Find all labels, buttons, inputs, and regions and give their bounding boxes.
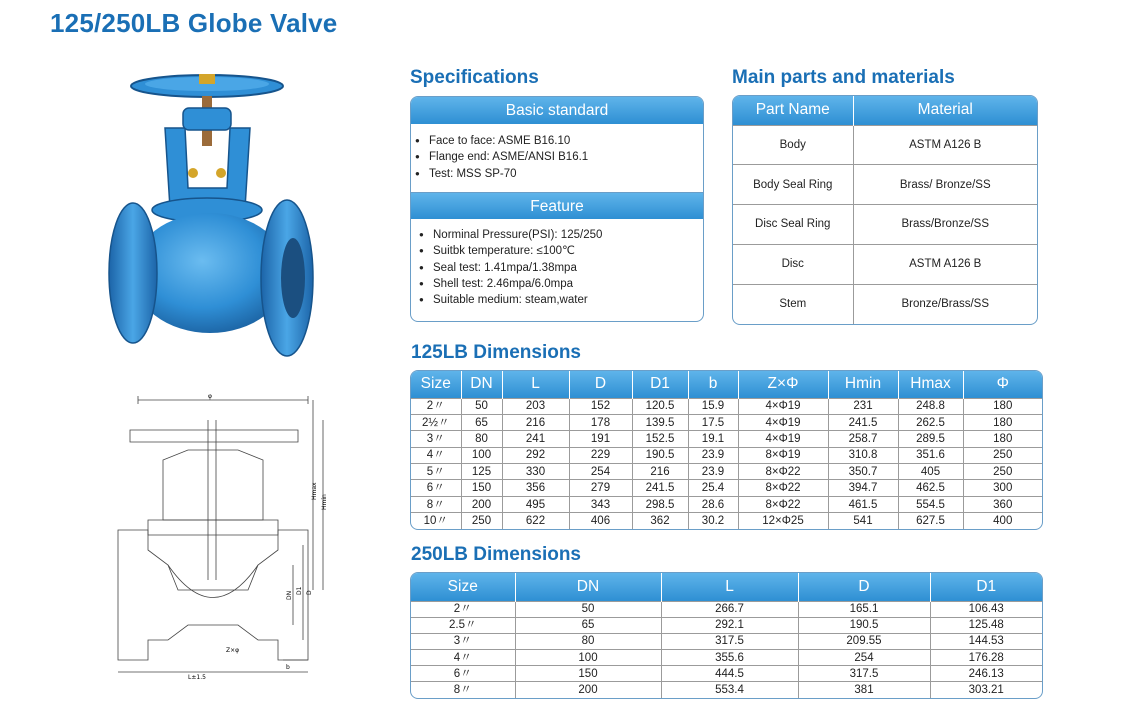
dims125-cell: 25.4 <box>688 480 738 496</box>
dims250-cell: 303.21 <box>930 682 1042 698</box>
dims250-cell: 65 <box>515 617 661 633</box>
basic-standard-item: ● Flange end: ASME/ANSI B16.1 <box>411 149 703 165</box>
dims250-cell: 209.55 <box>798 633 930 649</box>
dims125-cell: 241.5 <box>828 414 898 430</box>
dims125-column-header: D1 <box>632 371 688 398</box>
dims250-cell: 3〃 <box>411 633 515 649</box>
dims125-cell: 6〃 <box>411 480 461 496</box>
parts-heading: Main parts and materials <box>732 67 955 88</box>
dims125-cell: 8×Φ22 <box>738 464 828 480</box>
parts-cell: Brass/Bronze/SS <box>853 205 1037 245</box>
dims125-cell: 279 <box>569 480 632 496</box>
dims125-cell: 216 <box>632 464 688 480</box>
dims125-cell: 152 <box>569 398 632 414</box>
dims125-cell: 150 <box>461 480 502 496</box>
dims125-cell: 23.9 <box>688 464 738 480</box>
parts-cell: Bronze/Brass/SS <box>853 284 1037 324</box>
dims125-cell: 4〃 <box>411 447 461 463</box>
dims250-cell: 176.28 <box>930 650 1042 666</box>
drawing-label-b: b <box>286 664 290 671</box>
drawing-label-l: L±1.5 <box>188 674 206 680</box>
feature-item: ● Suitable medium: steam,water <box>415 292 703 308</box>
parts-cell: ASTM A126 B <box>853 125 1037 165</box>
dims250-cell: 355.6 <box>661 650 798 666</box>
feature-item: ● Shell test: 2.46mpa/6.0mpa <box>415 276 703 292</box>
dims250-cell: 6〃 <box>411 666 515 682</box>
dims250-heading: 250LB Dimensions <box>411 544 581 565</box>
drawing-label-zphi: Z×φ <box>226 647 240 654</box>
dims125-column-header: Φ <box>963 371 1042 398</box>
feature-list <box>411 219 703 308</box>
dims250-cell: 80 <box>515 633 661 649</box>
dims250-cell: 200 <box>515 682 661 698</box>
dims250-column-header: L <box>661 573 798 601</box>
dims125-cell: 258.7 <box>828 431 898 447</box>
dims125-cell: 2½〃 <box>411 414 461 430</box>
dims125-cell: 356 <box>502 480 569 496</box>
dims125-cell: 254 <box>569 464 632 480</box>
dims125-cell: 80 <box>461 431 502 447</box>
dims125-cell: 241.5 <box>632 480 688 496</box>
specifications-box <box>410 96 704 322</box>
dims125-cell: 10〃 <box>411 513 461 529</box>
dims125-cell: 180 <box>963 414 1042 430</box>
parts-cell: Body <box>733 125 853 165</box>
feature-item: ● Norminal Pressure(PSI): 125/250 <box>415 227 703 243</box>
dims250-cell: 317.5 <box>798 666 930 682</box>
dims250-row <box>411 633 1042 649</box>
dims125-cell: 622 <box>502 513 569 529</box>
dims250-cell: 317.5 <box>661 633 798 649</box>
dims125-cell: 4×Φ19 <box>738 414 828 430</box>
feature-item: ● Seal test: 1.41mpa/1.38mpa <box>415 260 703 276</box>
dims125-cell: 343 <box>569 496 632 512</box>
specifications-heading: Specifications <box>410 67 539 88</box>
dims125-cell: 627.5 <box>898 513 963 529</box>
dims125-cell: 495 <box>502 496 569 512</box>
dims250-cell: 2.5〃 <box>411 617 515 633</box>
dims250-column-header: Size <box>411 573 515 601</box>
dims250-row <box>411 601 1042 617</box>
dims125-cell: 351.6 <box>898 447 963 463</box>
dims125-column-header: D <box>569 371 632 398</box>
dims125-cell: 229 <box>569 447 632 463</box>
drawing-label-phi: φ <box>208 393 212 400</box>
dims250-row <box>411 650 1042 666</box>
feature-item: ● Suitbk temperature: ≤100℃ <box>415 243 703 259</box>
dims125-cell: 19.1 <box>688 431 738 447</box>
dims125-row <box>411 398 1042 414</box>
dims125-cell: 139.5 <box>632 414 688 430</box>
dims125-row <box>411 414 1042 430</box>
parts-cell: Brass/ Bronze/SS <box>853 165 1037 205</box>
dims250-row <box>411 682 1042 698</box>
drawing-label-hmax: Hmax <box>311 482 318 500</box>
parts-column-header: Part Name <box>733 96 853 125</box>
dims125-cell: 250 <box>963 464 1042 480</box>
basic-standard-list <box>411 124 703 192</box>
dims125-cell: 250 <box>461 513 502 529</box>
drawing-label-dn: DN <box>286 590 293 600</box>
dims250-cell: 144.53 <box>930 633 1042 649</box>
dims125-cell: 100 <box>461 447 502 463</box>
basic-standard-item: ● Face to face: ASME B16.10 <box>411 133 703 149</box>
dims250-cell: 165.1 <box>798 601 930 617</box>
dims125-cell: 152.5 <box>632 431 688 447</box>
dims250-row <box>411 617 1042 633</box>
dims250-cell: 246.13 <box>930 666 1042 682</box>
dims125-cell: 400 <box>963 513 1042 529</box>
dims125-cell: 3〃 <box>411 431 461 447</box>
dims125-column-header: Hmin <box>828 371 898 398</box>
dims250-cell: 125.48 <box>930 617 1042 633</box>
dims125-heading: 125LB Dimensions <box>411 342 581 363</box>
dims250-cell: 266.7 <box>661 601 798 617</box>
dims125-cell: 405 <box>898 464 963 480</box>
dims125-column-header: Size <box>411 371 461 398</box>
dims250-column-header: D <box>798 573 930 601</box>
dims250-header-row <box>411 573 1042 601</box>
dims125-column-header: b <box>688 371 738 398</box>
basic-standard-item: ● Test: MSS SP-70 <box>411 166 703 182</box>
dims125-cell: 554.5 <box>898 496 963 512</box>
dims125-cell: 8×Φ22 <box>738 496 828 512</box>
dims125-cell: 330 <box>502 464 569 480</box>
dims125-cell: 4×Φ19 <box>738 398 828 414</box>
dims250-cell: 254 <box>798 650 930 666</box>
dims125-cell: 120.5 <box>632 398 688 414</box>
dims125-cell: 362 <box>632 513 688 529</box>
parts-cell: Stem <box>733 284 853 324</box>
dims250-row <box>411 666 1042 682</box>
dims250-cell: 100 <box>515 650 661 666</box>
parts-row <box>733 125 1037 165</box>
dims250-cell: 444.5 <box>661 666 798 682</box>
dims125-row <box>411 480 1042 496</box>
dims125-cell: 541 <box>828 513 898 529</box>
dims125-cell: 462.5 <box>898 480 963 496</box>
dims125-row <box>411 496 1042 512</box>
dims250-column-header: D1 <box>930 573 1042 601</box>
dims125-row <box>411 447 1042 463</box>
valve-photo <box>95 68 325 364</box>
parts-row <box>733 284 1037 324</box>
dims250-cell: 2〃 <box>411 601 515 617</box>
dims250-cell: 106.43 <box>930 601 1042 617</box>
drawing-label-d1: D1 <box>296 586 303 595</box>
dims125-row <box>411 431 1042 447</box>
dims125-row <box>411 513 1042 529</box>
drawing-label-hmin: Hmin <box>321 494 328 510</box>
dims125-cell: 360 <box>963 496 1042 512</box>
dims125-cell: 203 <box>502 398 569 414</box>
parts-row <box>733 205 1037 245</box>
dims125-cell: 125 <box>461 464 502 480</box>
dims125-cell: 406 <box>569 513 632 529</box>
dims250-cell: 190.5 <box>798 617 930 633</box>
dims125-cell: 12×Φ25 <box>738 513 828 529</box>
dims125-cell: 300 <box>963 480 1042 496</box>
dims250-table <box>410 572 1043 699</box>
dims125-cell: 250 <box>963 447 1042 463</box>
dims125-cell: 248.8 <box>898 398 963 414</box>
dims125-cell: 461.5 <box>828 496 898 512</box>
parts-column-header: Material <box>853 96 1037 125</box>
dims125-cell: 17.5 <box>688 414 738 430</box>
feature-header: Feature <box>411 192 703 219</box>
dims125-cell: 4×Φ19 <box>738 431 828 447</box>
dims250-column-header: DN <box>515 573 661 601</box>
dims125-cell: 350.7 <box>828 464 898 480</box>
dims125-cell: 262.5 <box>898 414 963 430</box>
dims125-cell: 216 <box>502 414 569 430</box>
dims125-cell: 394.7 <box>828 480 898 496</box>
parts-table <box>732 95 1038 325</box>
dims125-cell: 180 <box>963 398 1042 414</box>
dims125-cell: 241 <box>502 431 569 447</box>
parts-row <box>733 244 1037 284</box>
dims125-cell: 15.9 <box>688 398 738 414</box>
parts-cell: Disc Seal Ring <box>733 205 853 245</box>
dims125-cell: 28.6 <box>688 496 738 512</box>
page-title: 125/250LB Globe Valve <box>50 8 338 38</box>
dims250-cell: 4〃 <box>411 650 515 666</box>
parts-header-row <box>733 96 1037 125</box>
dims125-cell: 8×Φ19 <box>738 447 828 463</box>
dims125-cell: 8〃 <box>411 496 461 512</box>
dims125-cell: 50 <box>461 398 502 414</box>
parts-cell: Body Seal Ring <box>733 165 853 205</box>
dims125-cell: 8×Φ22 <box>738 480 828 496</box>
dims250-cell: 553.4 <box>661 682 798 698</box>
dims125-cell: 178 <box>569 414 632 430</box>
dims125-column-header: L <box>502 371 569 398</box>
parts-row <box>733 165 1037 205</box>
dims250-cell: 50 <box>515 601 661 617</box>
dims250-cell: 381 <box>798 682 930 698</box>
dims125-cell: 5〃 <box>411 464 461 480</box>
dims125-row <box>411 464 1042 480</box>
dims125-cell: 292 <box>502 447 569 463</box>
dims125-cell: 191 <box>569 431 632 447</box>
dims125-cell: 289.5 <box>898 431 963 447</box>
dims125-cell: 310.8 <box>828 447 898 463</box>
dims125-cell: 65 <box>461 414 502 430</box>
dims250-cell: 8〃 <box>411 682 515 698</box>
dims125-header-row <box>411 371 1042 398</box>
dims125-cell: 190.5 <box>632 447 688 463</box>
dims125-column-header: Z×Φ <box>738 371 828 398</box>
drawing-label-d: D <box>306 590 313 595</box>
dims125-cell: 2〃 <box>411 398 461 414</box>
dims250-cell: 292.1 <box>661 617 798 633</box>
dims125-cell: 180 <box>963 431 1042 447</box>
dims125-cell: 23.9 <box>688 447 738 463</box>
dims250-cell: 150 <box>515 666 661 682</box>
dims125-cell: 298.5 <box>632 496 688 512</box>
dims125-cell: 200 <box>461 496 502 512</box>
dims125-column-header: Hmax <box>898 371 963 398</box>
dims125-table <box>410 370 1043 530</box>
parts-cell: ASTM A126 B <box>853 244 1037 284</box>
basic-standard-header: Basic standard <box>411 97 703 124</box>
valve-drawing <box>108 390 342 680</box>
parts-cell: Disc <box>733 244 853 284</box>
dims125-column-header: DN <box>461 371 502 398</box>
dims125-cell: 231 <box>828 398 898 414</box>
dims125-cell: 30.2 <box>688 513 738 529</box>
